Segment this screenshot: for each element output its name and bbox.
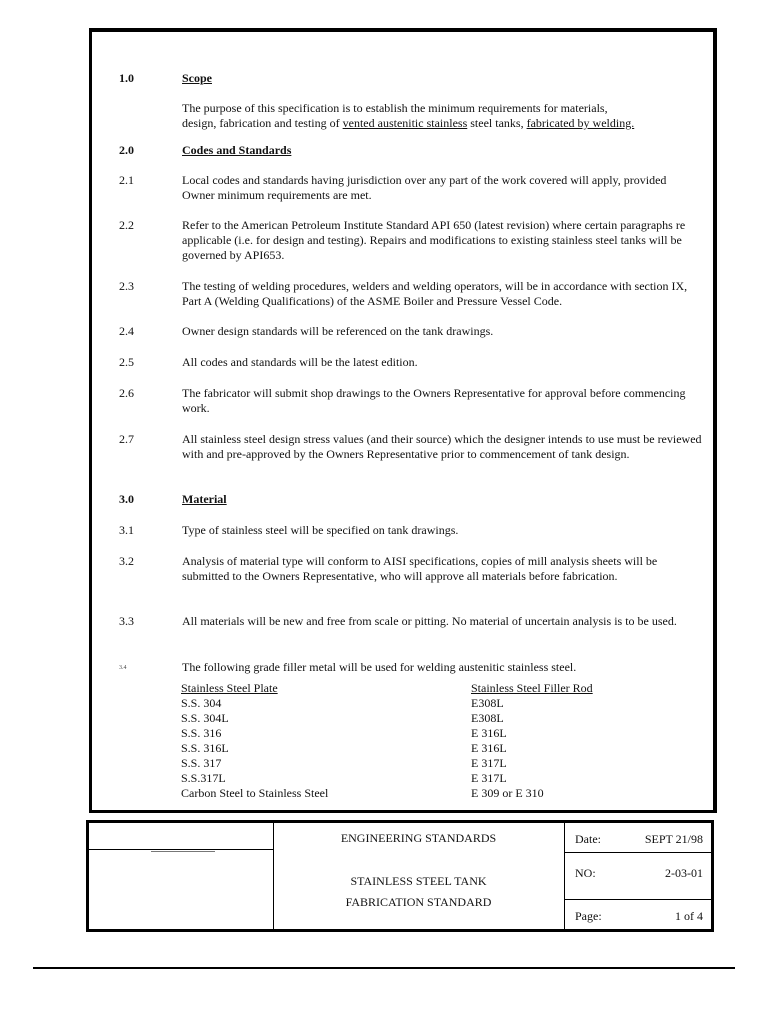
- section-number: 1.0: [119, 71, 134, 85]
- plate-column-header: Stainless Steel Plate: [181, 681, 278, 695]
- title-block: [86, 820, 714, 932]
- item-number: 2.2: [119, 218, 134, 232]
- item-text: The following grade filler metal will be used for welding austenitic stainless steel.: [182, 660, 577, 674]
- plate-cell: S.S.317L: [181, 771, 226, 785]
- footer-rule: [33, 967, 735, 969]
- item-number: 3.2: [119, 554, 134, 568]
- title-block-divider: [564, 823, 565, 929]
- page-value: 1 of 4: [675, 909, 703, 923]
- section-title: Scope: [182, 71, 212, 85]
- scope-text: steel tanks,: [467, 115, 527, 130]
- title-block-divider: [89, 849, 273, 850]
- document-title-line-1: STAINLESS STEEL TANK: [350, 874, 487, 888]
- item-number: 2.3: [119, 279, 134, 293]
- rod-column-header: Stainless Steel Filler Rod: [471, 681, 593, 695]
- logo-line: [151, 851, 215, 852]
- rod-cell: E 309 or E 310: [471, 786, 544, 800]
- item-number: 2.1: [119, 173, 134, 187]
- item-text: All materials will be new and free from scale or pitting. No material of uncertain analysis is to be used.: [182, 614, 677, 628]
- section-number: 2.0: [119, 143, 134, 157]
- rod-cell: E 316L: [471, 726, 507, 740]
- item-text: All stainless steel design stress values (and their source) which the designer intends to use must be reviewed with and pre-approved by the Owners Representative prior to commencement of tank design.: [182, 432, 702, 461]
- scope-text: The purpose of this specification is to establish the minimum requirements for materials,: [182, 101, 608, 115]
- scope-underlined-text: fabricated by welding.: [526, 115, 635, 130]
- rod-column: [471, 681, 593, 801]
- number-label: NO:: [575, 866, 596, 880]
- rod-cell: E 317L: [471, 771, 507, 785]
- item-text: Type of stainless steel will be specified on tank drawings.: [182, 523, 459, 537]
- date-value: SEPT 21/98: [644, 832, 703, 846]
- item-number: 3.4: [119, 665, 127, 671]
- title-block-heading: ENGINEERING STANDARDS: [340, 831, 497, 845]
- section-title: Codes and Standards: [182, 143, 292, 157]
- item-text: All codes and standards will be the latest edition.: [182, 355, 418, 369]
- item-text: Analysis of material type will conform to AISI specifications, copies of mill analysis sheets will be submitted to the Owners Representative, who will approve all materials before fabrication.: [182, 554, 658, 583]
- item-text: Refer to the American Petroleum Institute Standard API 650 (latest revision) where certain paragraphs re applicable (i.e. for design and testing). Repairs and modifications to existing stainless steel tanks will be governed by API653.: [182, 218, 686, 262]
- document-title-line-2: FABRICATION STANDARD: [345, 895, 492, 909]
- title-block-divider: [564, 899, 711, 900]
- plate-cell: S.S. 304L: [181, 711, 229, 725]
- item-text: The fabricator will submit shop drawings to the Owners Representative for approval before commencing work.: [182, 386, 686, 415]
- number-value: 2-03-01: [665, 866, 703, 880]
- item-number: 2.6: [119, 386, 134, 400]
- section-number: 3.0: [119, 492, 134, 506]
- plate-cell: Carbon Steel to Stainless Steel: [181, 786, 329, 800]
- date-label: Date:: [575, 832, 601, 846]
- plate-cell: S.S. 304: [181, 696, 222, 710]
- rod-cell: E 317L: [471, 756, 507, 770]
- item-text: Local codes and standards having jurisdiction over any part of the work covered will apply, provided Owner minimum requirements are met.: [182, 173, 667, 202]
- plate-cell: S.S. 317: [181, 756, 222, 770]
- scope-paragraph: [182, 101, 702, 131]
- rod-cell: E 316L: [471, 741, 507, 755]
- scope-underlined-text: vented austenitic stainless: [342, 115, 468, 130]
- item-number: 2.4: [119, 324, 134, 338]
- item-number: 2.5: [119, 355, 134, 369]
- page-label: Page:: [575, 909, 602, 923]
- plate-cell: S.S. 316L: [181, 741, 229, 755]
- scope-text: design, fabrication and testing of: [182, 115, 343, 130]
- rod-cell: E308L: [471, 696, 504, 710]
- plate-cell: S.S. 316: [181, 726, 222, 740]
- item-text: The testing of welding procedures, welders and welding operators, will be in accordance with section IX, Part A (Welding Qualifications) of the ASME Boiler and Pressure Vessel Code.: [182, 279, 688, 308]
- item-text: Owner design standards will be referenced on the tank drawings.: [182, 324, 494, 338]
- item-number: 3.1: [119, 523, 134, 537]
- rod-cell: E308L: [471, 711, 504, 725]
- item-number: 3.3: [119, 614, 134, 628]
- item-number: 2.7: [119, 432, 134, 446]
- section-title: Material: [182, 492, 227, 506]
- plate-column: [181, 681, 328, 801]
- title-block-divider: [564, 852, 711, 853]
